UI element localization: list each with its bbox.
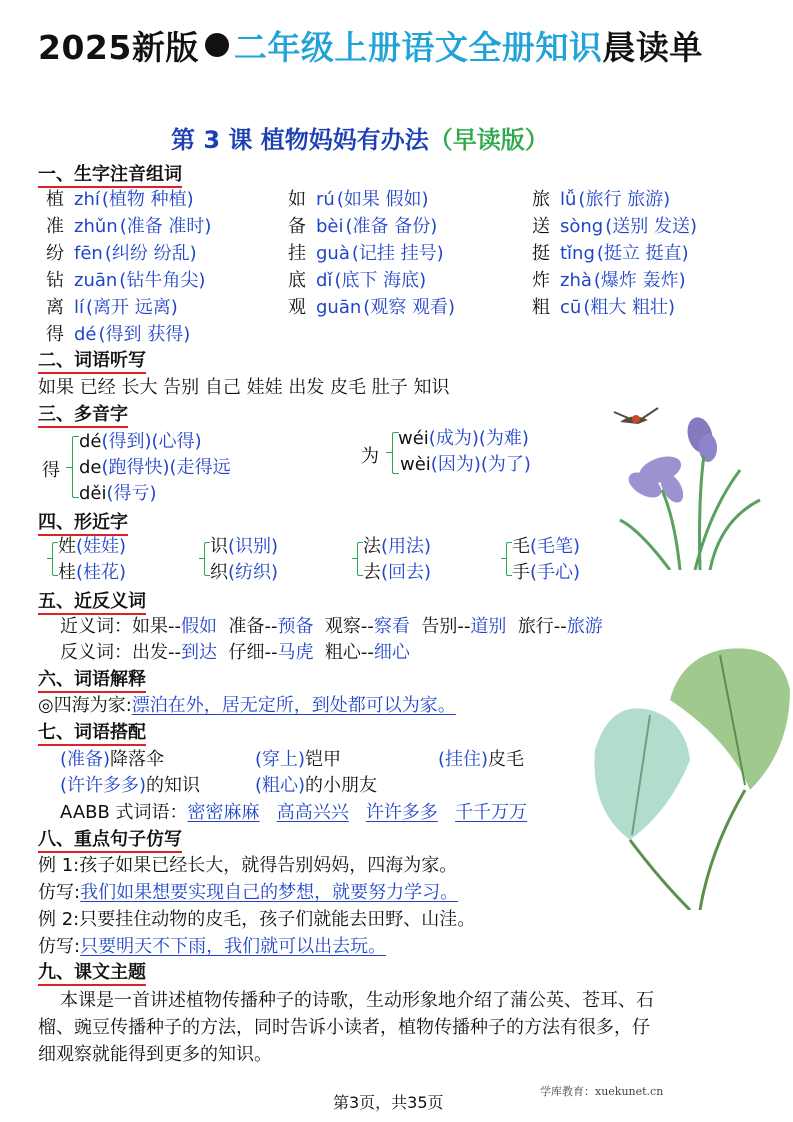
- word-group: (离开 远离): [86, 297, 178, 318]
- synonyms-line: 近义词：如果--假如 准备--预备 观察--察看 告别--道别 旅行--旅游: [60, 616, 603, 637]
- word-group: (记挂 挂号): [351, 243, 444, 264]
- character: 底: [288, 270, 306, 291]
- polyphonic-de-line-3: děi(得亏): [79, 483, 157, 504]
- character-entry: [532, 239, 689, 265]
- brace-de-tick: [66, 467, 72, 468]
- theme-line-2: 榴、豌豆传播种子的方法，同时告诉小读者，植物传播种子的方法有很多，仔: [38, 1017, 650, 1038]
- collocation-1: (准备)降落伞: [60, 749, 165, 770]
- character-entry: [288, 293, 455, 319]
- bullet-dot-icon: [205, 33, 229, 57]
- character: 观: [288, 297, 306, 318]
- theme-line-1: 本课是一首讲述植物传播种子的诗歌，生动形象地介绍了蒲公英、苍耳、石: [60, 990, 654, 1011]
- pinyin: lǚ: [560, 189, 577, 210]
- character: 炸: [532, 270, 550, 291]
- brace-similar-tick: [352, 558, 357, 559]
- character-entry: [46, 266, 205, 292]
- character-entry: [532, 185, 670, 211]
- imitation-1: 仿写:我们如果想要实现自己的梦想，就要努力学习。: [38, 882, 459, 903]
- word-group: (钻牛角尖): [119, 270, 206, 291]
- character: 备: [288, 216, 306, 237]
- word-group: (挺立 挺直): [596, 243, 689, 264]
- lesson-name: 第 3 课 植物妈妈有办法: [171, 126, 429, 154]
- pinyin: zhí: [74, 189, 100, 210]
- brace-similar-tick: [501, 558, 506, 559]
- brace-similar-tick: [47, 558, 52, 559]
- similar-entry: 桂(桂花): [58, 562, 127, 583]
- collocation-5: (粗心)的小朋友: [255, 775, 378, 796]
- character-entry: [532, 293, 675, 319]
- word-group: (纠纷 纷乱): [104, 243, 197, 264]
- similar-entry: 手(手心): [512, 562, 581, 583]
- brace-similar-tick: [199, 558, 204, 559]
- pinyin: dé: [74, 324, 97, 345]
- explain-line: ◎四海为家:漂泊在外，居无定所，到处都可以为家。: [38, 695, 456, 716]
- pinyin: cū: [560, 297, 582, 318]
- pinyin: guà: [316, 243, 350, 264]
- word-group: (送别 发送): [605, 216, 698, 237]
- polyphonic-de-line-1: dé(得到)(心得): [79, 431, 202, 452]
- word-group: (得到 获得): [98, 324, 191, 345]
- imitation-2: 仿写:只要明天不下雨，我们就可以出去玩。: [38, 936, 387, 957]
- similar-entry: 毛(毛笔): [512, 536, 581, 557]
- character-entry: [288, 212, 437, 238]
- collocation-2: (穿上)铠甲: [255, 749, 342, 770]
- leaf-plant-illustration: [590, 640, 790, 910]
- character-entry: [288, 266, 426, 292]
- page-number: 第3页，共35页: [333, 1093, 444, 1112]
- lesson-title: [171, 120, 549, 155]
- section-heading-2: 二、词语听写: [38, 346, 146, 374]
- pinyin: sòng: [560, 216, 604, 237]
- lesson-edition: 早读版: [452, 126, 525, 154]
- aabb-line: AABB 式词语：密密麻麻 高高兴兴 许许多多 千千万万: [60, 802, 528, 823]
- word-group: (爆炸 轰炸): [593, 270, 686, 291]
- section-heading-5: 五、近反义词: [38, 587, 146, 615]
- word-group: (粗大 粗壮): [583, 297, 676, 318]
- character-entry: [46, 320, 190, 346]
- collocation-3: (挂住)皮毛: [438, 749, 525, 770]
- word-group: (如果 假如): [336, 189, 429, 210]
- page-title: [38, 22, 703, 69]
- title-prefix: 2025新版: [38, 28, 199, 67]
- polyphonic-char-wei: 为: [361, 446, 379, 467]
- section-heading-8: 八、重点句子仿写: [38, 825, 182, 853]
- character: 粗: [532, 297, 550, 318]
- pinyin: guān: [316, 297, 362, 318]
- pinyin: zhà: [560, 270, 592, 291]
- pinyin: dǐ: [316, 270, 333, 291]
- character: 如: [288, 189, 306, 210]
- pinyin: rú: [316, 189, 335, 210]
- example-2: 例 2:只要挂住动物的皮毛，孩子们就能去田野、山洼。: [38, 909, 476, 930]
- character: 旅: [532, 189, 550, 210]
- character: 钻: [46, 270, 64, 291]
- section-heading-3: 三、多音字: [38, 400, 128, 428]
- pinyin: fēn: [74, 243, 103, 264]
- character-entry: [46, 239, 197, 265]
- word-group: (观察 观看): [363, 297, 456, 318]
- word-group: (准备 备份): [345, 216, 438, 237]
- similar-entry: 去(回去): [363, 562, 432, 583]
- pinyin: lí: [74, 297, 85, 318]
- section-heading-9: 九、课文主题: [38, 958, 146, 986]
- character-entry: [288, 239, 444, 265]
- character-entry: [46, 212, 211, 238]
- character-entry: [532, 266, 686, 292]
- word-group: (旅行 旅游): [578, 189, 671, 210]
- polyphonic-wei-line-2: wèi(因为)(为了): [400, 454, 531, 475]
- similar-entry: 姓(娃娃): [58, 536, 127, 557]
- antonyms-line: 反义词：出发--到达 仔细--马虎 粗心--细心: [60, 642, 410, 663]
- pinyin: tǐng: [560, 243, 595, 264]
- character-entry: [46, 185, 194, 211]
- pinyin: zuān: [74, 270, 118, 291]
- character: 挂: [288, 243, 306, 264]
- pinyin: bèi: [316, 216, 344, 237]
- word-group: (植物 种植): [101, 189, 194, 210]
- character: 挺: [532, 243, 550, 264]
- similar-entry: 织(纺织): [210, 562, 279, 583]
- section-heading-6: 六、词语解释: [38, 665, 146, 693]
- section-heading-4: 四、形近字: [38, 508, 128, 536]
- similar-entry: 法(用法): [363, 536, 432, 557]
- character: 离: [46, 297, 64, 318]
- dictation-words: 如果 已经 长大 告别 自己 娃娃 出发 皮毛 肚子 知识: [38, 377, 450, 398]
- brace-wei-tick: [386, 452, 392, 453]
- title-suffix: 晨读单: [602, 28, 703, 67]
- theme-line-3: 细观察就能得到更多的知识。: [38, 1044, 272, 1065]
- character: 准: [46, 216, 64, 237]
- polyphonic-de-line-2: de(跑得快)(走得远: [79, 457, 231, 478]
- pinyin: zhǔn: [74, 216, 118, 237]
- paren-close: ）: [524, 126, 549, 154]
- paren-open: （: [428, 126, 453, 154]
- example-1: 例 1:孩子如果已经长大，就得告别妈妈，四海为家。: [38, 855, 458, 876]
- collocation-4: (许许多多)的知识: [60, 775, 201, 796]
- word-group: (准备 准时): [119, 216, 212, 237]
- character: 得: [46, 324, 64, 345]
- section-heading-1: 一、生字注音组词: [38, 160, 182, 188]
- polyphonic-wei-line-1: wéi(成为)(为难): [398, 428, 529, 449]
- polyphonic-char-de: 得: [42, 460, 60, 481]
- character-entry: [46, 293, 178, 319]
- brace-de: [72, 436, 79, 498]
- character: 纷: [46, 243, 64, 264]
- similar-entry: 识(识别): [210, 536, 279, 557]
- word-group: (底下 海底): [334, 270, 427, 291]
- character: 送: [532, 216, 550, 237]
- target-icon: ◎: [38, 695, 54, 716]
- character-entry: [288, 185, 429, 211]
- watermark: 学库教育：xuekunet.cn: [540, 1085, 664, 1098]
- character: 植: [46, 189, 64, 210]
- iris-flower-illustration: [600, 400, 770, 570]
- character-entry: [532, 212, 697, 238]
- section-heading-7: 七、词语搭配: [38, 718, 146, 746]
- title-main: 二年级上册语文全册知识: [233, 28, 603, 67]
